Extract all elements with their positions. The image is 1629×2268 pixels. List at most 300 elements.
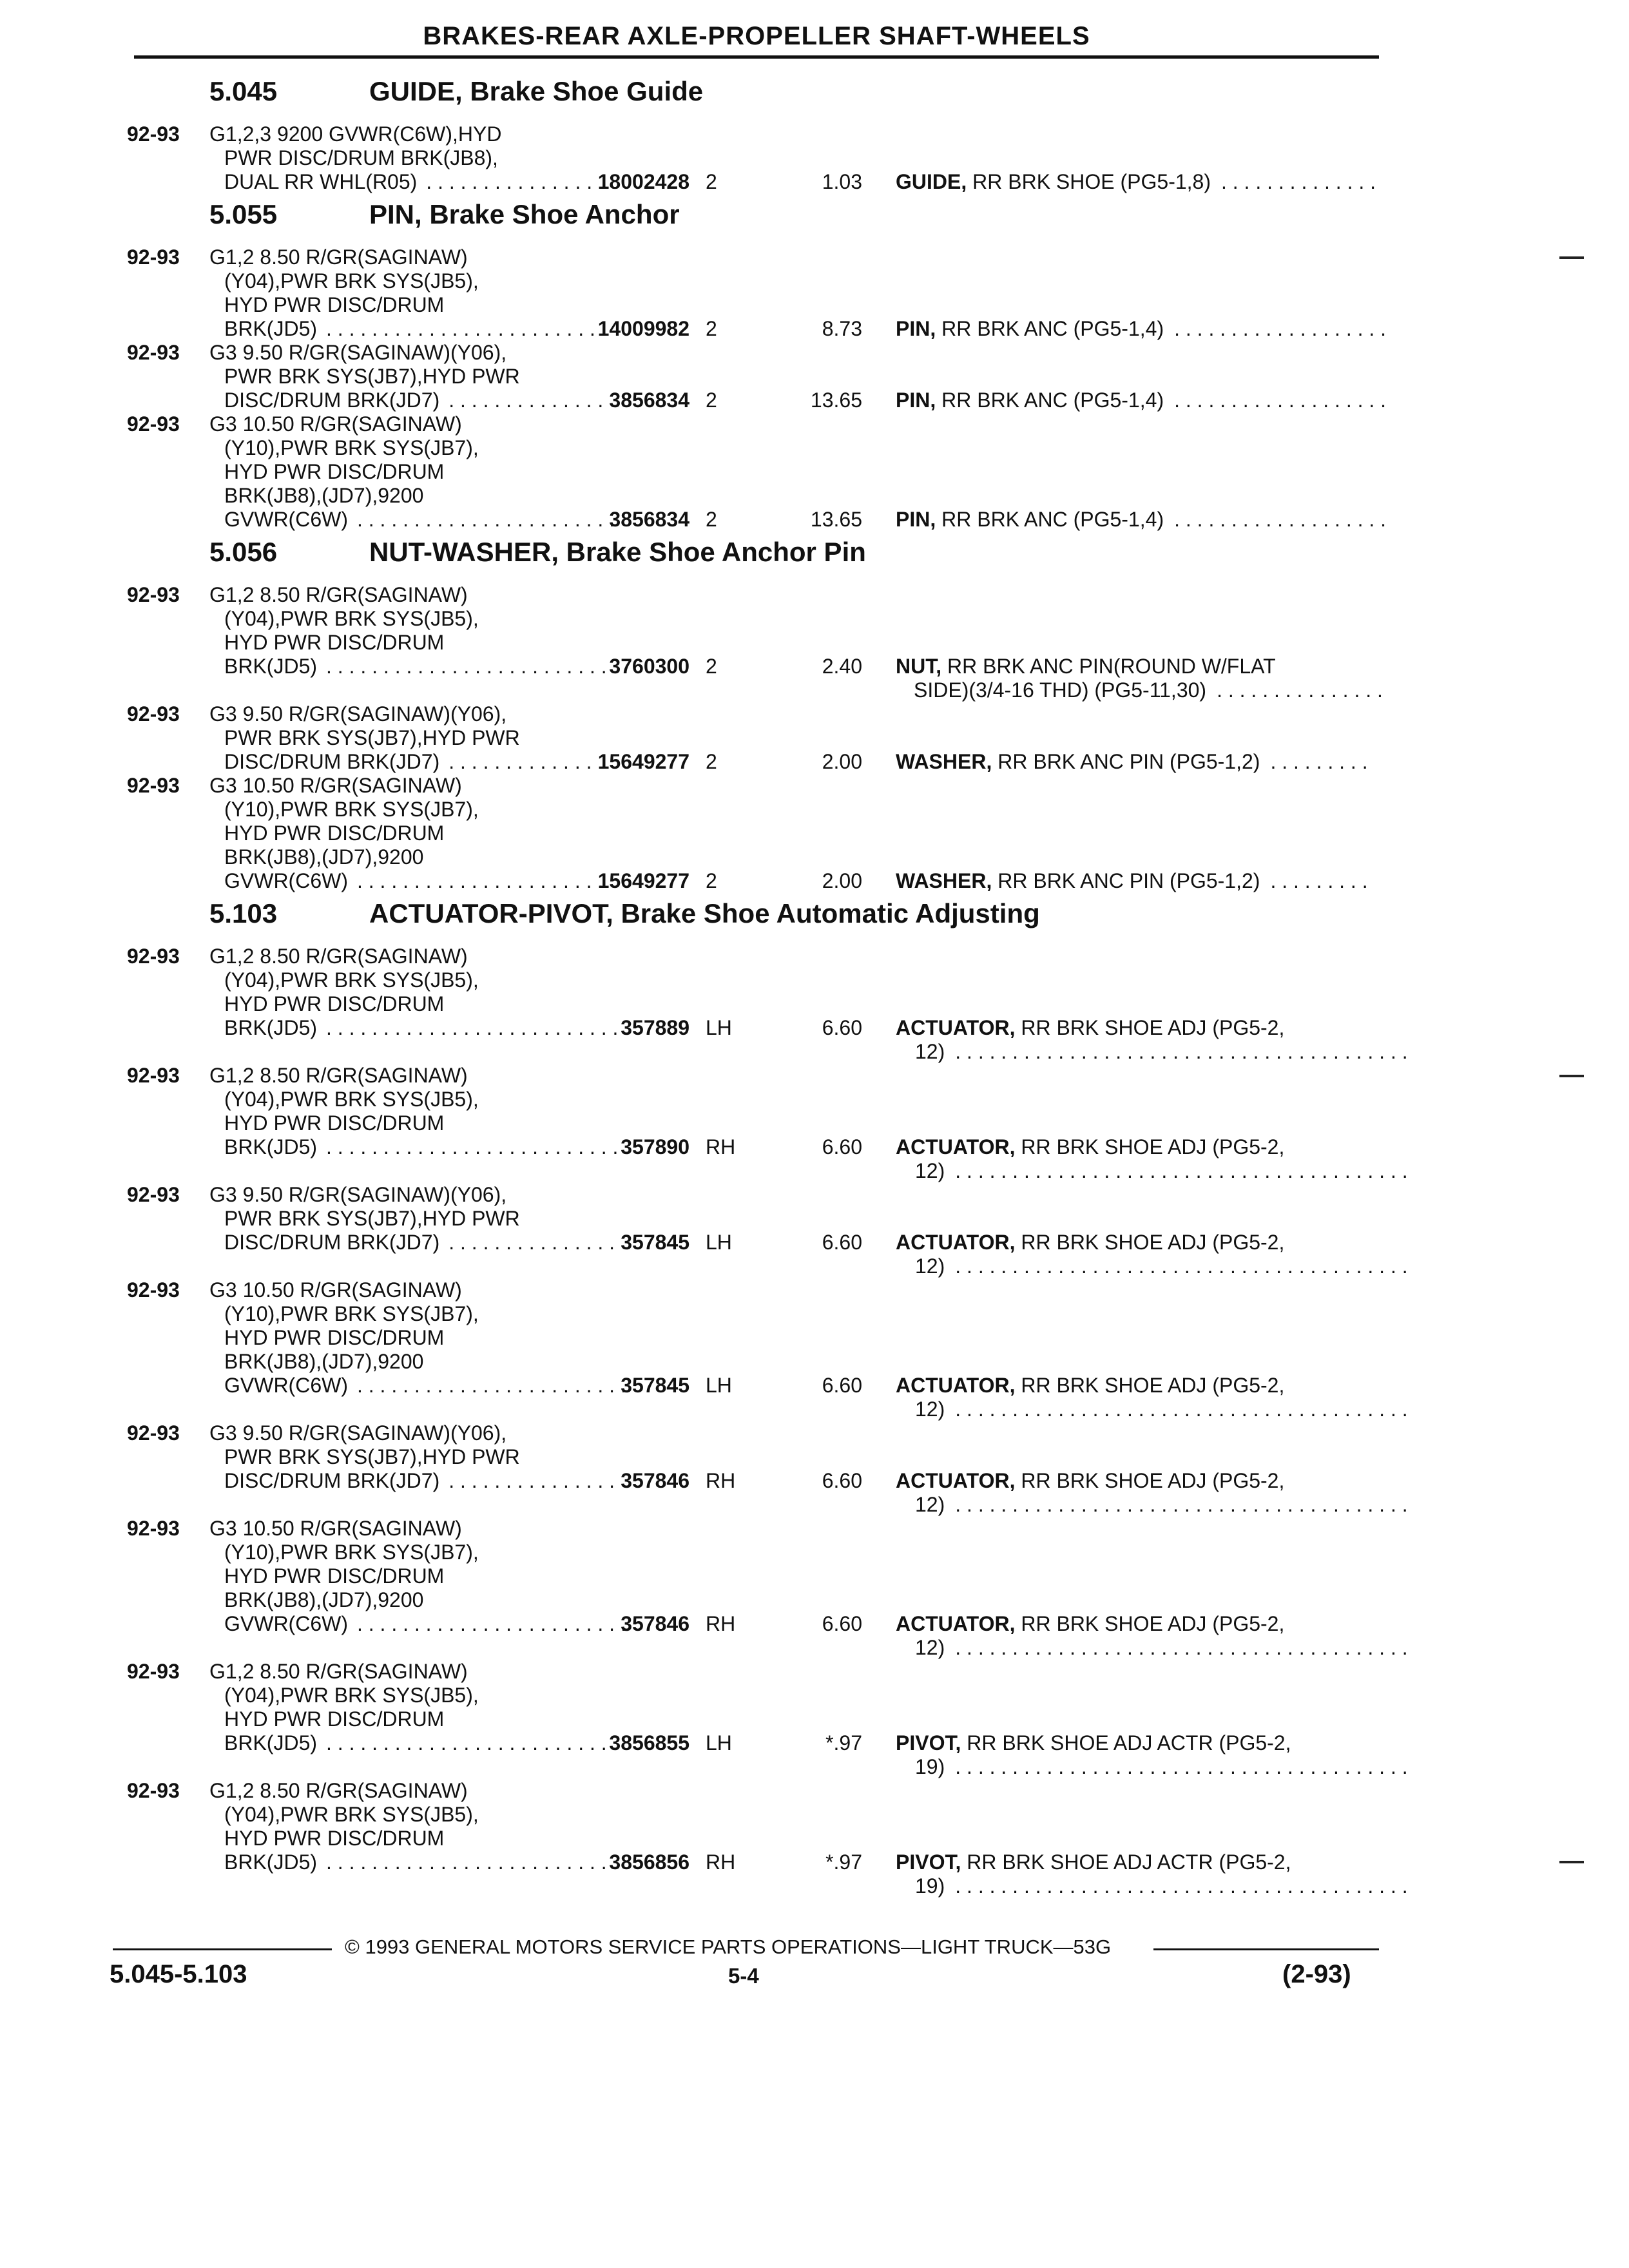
entry-line bbox=[0, 146, 1629, 170]
part-name-keyword: ACTUATOR, bbox=[896, 1469, 1016, 1492]
model-year: 92-93 bbox=[127, 702, 180, 726]
application-text: HYD PWR DISC/DRUM bbox=[224, 293, 445, 316]
entry-line bbox=[0, 655, 1629, 678]
part-name-continued: 19) bbox=[915, 1755, 945, 1778]
price: 13.65 bbox=[810, 508, 862, 531]
leader-dots: . . . . . . . . . . . . . . . . . . . . . . . . bbox=[356, 1612, 626, 1635]
entry-line bbox=[0, 1445, 1629, 1469]
catalog-entry bbox=[0, 1517, 1629, 1660]
application-text: BRK(JB8),(JD7),9200 bbox=[224, 1588, 424, 1611]
leader-dots: . . . . . . . . . . . . . . . . . . . . . . . . . . . bbox=[326, 1016, 630, 1039]
price: 6.60 bbox=[822, 1231, 862, 1254]
leader-dots: . . . . . . . . . . . . . . bbox=[448, 389, 604, 412]
application-text: (Y10),PWR BRK SYS(JB7), bbox=[224, 1541, 479, 1564]
leader-dots: . . . . . . . . . . . . . bbox=[448, 750, 592, 773]
application-text: (Y04),PWR BRK SYS(JB5), bbox=[224, 1684, 479, 1707]
leader-dots: . . . . . . . . . . . . . . . . . . . . . . . . bbox=[356, 1374, 626, 1397]
leader-dots: . . . . . . . . . . . . . . . . . . . . . . . . . . . . . . . . . . . . . . . . bbox=[955, 1254, 1408, 1278]
entry-line bbox=[0, 1541, 1629, 1564]
application-text: (Y04),PWR BRK SYS(JB5), bbox=[224, 607, 479, 630]
application-text: (Y04),PWR BRK SYS(JB5), bbox=[224, 1803, 479, 1826]
application-text: PWR BRK SYS(JB7),HYD PWR bbox=[224, 365, 520, 388]
part-name-detail: RR BRK SHOE ADJ ACTR (PG5-2, bbox=[967, 1731, 1291, 1754]
application-text: HYD PWR DISC/DRUM bbox=[224, 631, 445, 654]
application-text: HYD PWR DISC/DRUM bbox=[224, 992, 445, 1015]
part-name-detail: RR BRK ANC PIN(ROUND W/FLAT bbox=[947, 655, 1276, 678]
entry-line bbox=[0, 341, 1629, 365]
leader-dots: . . . . . . . . . . . . . . . . . . . . . . . . . . bbox=[326, 1731, 619, 1754]
entry-line bbox=[0, 1135, 1629, 1159]
entry-line bbox=[0, 1803, 1629, 1827]
model-year: 92-93 bbox=[127, 1779, 180, 1802]
entry-line bbox=[0, 317, 1629, 341]
model-year: 92-93 bbox=[127, 774, 180, 797]
application-text: GVWR(C6W) bbox=[224, 1612, 348, 1635]
part-name-keyword: GUIDE, bbox=[896, 170, 967, 193]
part-number: 357890 bbox=[621, 1135, 689, 1158]
part-name bbox=[896, 508, 1164, 532]
part-number: 14009982 bbox=[597, 317, 689, 340]
entry-line bbox=[0, 1636, 1629, 1660]
part-name-keyword: ACTUATOR, bbox=[896, 1612, 1016, 1635]
leader-dots: . . . . . . . . . . . . . . . . . . . bbox=[1174, 389, 1387, 412]
application-text: BRK(JD5) bbox=[224, 1135, 318, 1158]
entry-line bbox=[0, 798, 1629, 822]
application-text: G1,2 8.50 R/GR(SAGINAW) bbox=[209, 945, 468, 968]
part-name-detail: RR BRK SHOE ADJ (PG5-2, bbox=[1021, 1469, 1285, 1492]
part-name bbox=[896, 170, 1211, 194]
price: 1.03 bbox=[822, 170, 862, 193]
entry-line bbox=[0, 1302, 1629, 1326]
application-text: HYD PWR DISC/DRUM bbox=[224, 1827, 445, 1850]
leader-dots: . . . . . . . . . . . . . . . . . . . . . . bbox=[356, 869, 604, 892]
leader-dots: . . . . . . . . . . . . . . . . . . . . . . . . . . . . . . . . . . . . . . . . bbox=[955, 1398, 1408, 1421]
entry-line bbox=[0, 607, 1629, 631]
quantity: RH bbox=[706, 1135, 736, 1158]
entry-line bbox=[0, 750, 1629, 774]
price: 2.00 bbox=[822, 869, 862, 892]
part-number: 3856834 bbox=[609, 508, 689, 531]
quantity: RH bbox=[706, 1469, 736, 1492]
entry-line bbox=[0, 822, 1629, 845]
entry-line bbox=[0, 774, 1629, 798]
quantity: LH bbox=[706, 1231, 732, 1254]
catalog-entry bbox=[0, 412, 1629, 532]
section-heading bbox=[0, 532, 1629, 583]
entry-line bbox=[0, 1278, 1629, 1302]
quantity: 2 bbox=[706, 508, 717, 531]
header-rule bbox=[134, 55, 1379, 59]
entry-line bbox=[0, 1564, 1629, 1588]
entry-line bbox=[0, 1088, 1629, 1111]
application-text: BRK(JD5) bbox=[224, 317, 318, 340]
application-text: HYD PWR DISC/DRUM bbox=[224, 1564, 445, 1588]
entry-line bbox=[0, 1421, 1629, 1445]
leader-dots: . . . . . . . . . . . . . . . . . . . . . . . . . . . . . . . . . . . . . . . . bbox=[955, 1493, 1408, 1516]
entry-line bbox=[0, 1493, 1629, 1517]
part-name bbox=[896, 389, 1164, 412]
page-header-title: BRAKES-REAR AXLE-PROPELLER SHAFT-WHEELS bbox=[423, 22, 1090, 50]
catalog-entry bbox=[0, 774, 1629, 893]
part-name-continued: 12) bbox=[915, 1493, 945, 1516]
price: *.97 bbox=[825, 1731, 862, 1754]
leader-dots: . . . . . . . . . . . . . . . bbox=[1217, 678, 1383, 702]
entry-line bbox=[0, 1850, 1629, 1874]
application-text: GVWR(C6W) bbox=[224, 508, 348, 531]
model-year: 92-93 bbox=[127, 341, 180, 364]
application-text: BRK(JB8),(JD7),9200 bbox=[224, 1350, 424, 1373]
model-year: 92-93 bbox=[127, 1278, 180, 1302]
application-text: DISC/DRUM BRK(JD7) bbox=[224, 389, 440, 412]
application-text: PWR DISC/DRUM BRK(JB8), bbox=[224, 146, 498, 169]
section-number: 5.055 bbox=[209, 199, 278, 229]
quantity: 2 bbox=[706, 750, 717, 773]
quantity: 2 bbox=[706, 317, 717, 340]
application-text: (Y10),PWR BRK SYS(JB7), bbox=[224, 436, 479, 459]
application-text: G3 10.50 R/GR(SAGINAW) bbox=[209, 774, 462, 797]
entry-line bbox=[0, 436, 1629, 460]
part-name bbox=[896, 1135, 1284, 1159]
margin-tick bbox=[1559, 256, 1584, 259]
entry-line bbox=[0, 365, 1629, 389]
part-name-keyword: PIN, bbox=[896, 389, 936, 412]
price: 6.60 bbox=[822, 1016, 862, 1039]
leader-dots: . . . . . . . . . . . . . . . . . . . . . . . . . . . . . . . . . . . . . . . . bbox=[955, 1159, 1408, 1182]
quantity: LH bbox=[706, 1016, 732, 1039]
entry-line bbox=[0, 1469, 1629, 1493]
model-year: 92-93 bbox=[127, 412, 180, 436]
application-text: DUAL RR WHL(R05) bbox=[224, 170, 418, 193]
application-text: G1,2 8.50 R/GR(SAGINAW) bbox=[209, 1660, 468, 1683]
application-text: DISC/DRUM BRK(JD7) bbox=[224, 750, 440, 773]
catalog-entry bbox=[0, 1183, 1629, 1278]
entry-line bbox=[0, 845, 1629, 869]
part-name bbox=[896, 1850, 1291, 1874]
application-text: PWR BRK SYS(JB7),HYD PWR bbox=[224, 1207, 520, 1230]
entry-line bbox=[0, 1755, 1629, 1779]
entry-line bbox=[0, 1612, 1629, 1636]
section-heading bbox=[0, 71, 1629, 122]
price: 8.73 bbox=[822, 317, 862, 340]
entry-line bbox=[0, 1731, 1629, 1755]
entry-line bbox=[0, 484, 1629, 508]
catalog-entry bbox=[0, 583, 1629, 702]
part-name-detail: RR BRK SHOE ADJ (PG5-2, bbox=[1021, 1374, 1285, 1397]
quantity: 2 bbox=[706, 170, 717, 193]
part-number: 18002428 bbox=[597, 170, 689, 193]
price: 6.60 bbox=[822, 1374, 862, 1397]
part-name bbox=[896, 1016, 1284, 1040]
model-year: 92-93 bbox=[127, 122, 180, 146]
application-text: (Y04),PWR BRK SYS(JB5), bbox=[224, 1088, 479, 1111]
entry-line bbox=[0, 1111, 1629, 1135]
part-name-keyword: PIVOT, bbox=[896, 1850, 961, 1874]
application-text: G3 9.50 R/GR(SAGINAW)(Y06), bbox=[209, 1183, 507, 1206]
model-year: 92-93 bbox=[127, 1064, 180, 1087]
quantity: LH bbox=[706, 1374, 732, 1397]
entry-line bbox=[0, 1040, 1629, 1064]
part-name bbox=[896, 1231, 1284, 1254]
entry-line bbox=[0, 869, 1629, 893]
part-number: 3760300 bbox=[609, 655, 689, 678]
entry-line bbox=[0, 1588, 1629, 1612]
part-number: 3856856 bbox=[609, 1850, 689, 1874]
part-name-continued: 12) bbox=[915, 1636, 945, 1659]
section-heading bbox=[0, 194, 1629, 245]
part-name-keyword: WASHER, bbox=[896, 869, 992, 892]
part-name-continued: 12) bbox=[915, 1398, 945, 1421]
entry-line bbox=[0, 170, 1629, 194]
section-title: PIN, Brake Shoe Anchor bbox=[369, 199, 680, 229]
application-text: HYD PWR DISC/DRUM bbox=[224, 1111, 445, 1135]
part-name-detail: RR BRK ANC PIN (PG5-1,2) bbox=[998, 869, 1260, 892]
entry-line bbox=[0, 945, 1629, 968]
application-text: (Y10),PWR BRK SYS(JB7), bbox=[224, 1302, 479, 1325]
section-number: 5.056 bbox=[209, 537, 278, 567]
part-name bbox=[896, 1374, 1284, 1398]
application-text: G3 10.50 R/GR(SAGINAW) bbox=[209, 1517, 462, 1540]
entry-line bbox=[0, 1183, 1629, 1207]
quantity: RH bbox=[706, 1612, 736, 1635]
part-name-continued: 12) bbox=[915, 1159, 945, 1182]
application-text: BRK(JB8),(JD7),9200 bbox=[224, 845, 424, 869]
application-text: G3 10.50 R/GR(SAGINAW) bbox=[209, 412, 462, 436]
part-name-keyword: PIN, bbox=[896, 317, 936, 340]
part-name-detail: RR BRK SHOE ADJ (PG5-2, bbox=[1021, 1612, 1285, 1635]
part-name-detail: RR BRK ANC (PG5-1,4) bbox=[941, 317, 1164, 340]
part-name-keyword: ACTUATOR, bbox=[896, 1135, 1016, 1158]
part-name bbox=[896, 317, 1164, 341]
part-number: 357846 bbox=[621, 1469, 689, 1492]
application-text: BRK(JD5) bbox=[224, 655, 318, 678]
part-name-keyword: ACTUATOR, bbox=[896, 1374, 1016, 1397]
margin-tick bbox=[1559, 1075, 1584, 1077]
application-text: PWR BRK SYS(JB7),HYD PWR bbox=[224, 1445, 520, 1468]
part-name-detail: RR BRK SHOE ADJ ACTR (PG5-2, bbox=[967, 1850, 1291, 1874]
catalog-entry bbox=[0, 945, 1629, 1064]
entry-line bbox=[0, 1517, 1629, 1541]
entry-line bbox=[0, 1254, 1629, 1278]
catalog-entry bbox=[0, 245, 1629, 341]
catalog-entry bbox=[0, 1278, 1629, 1421]
part-name-detail: RR BRK SHOE (PG5-1,8) bbox=[972, 170, 1211, 193]
part-name-keyword: PIVOT, bbox=[896, 1731, 961, 1754]
catalog-entry bbox=[0, 1779, 1629, 1898]
entry-line bbox=[0, 992, 1629, 1016]
application-text: (Y10),PWR BRK SYS(JB7), bbox=[224, 798, 479, 821]
application-text: GVWR(C6W) bbox=[224, 869, 348, 892]
leader-dots: . . . . . . . . . . . . . . . bbox=[448, 1231, 615, 1254]
price: 2.40 bbox=[822, 655, 862, 678]
leader-dots: . . . . . . . . . . . . . . . . . . . . . . . bbox=[356, 508, 615, 531]
model-year: 92-93 bbox=[127, 583, 180, 606]
entry-line bbox=[0, 1159, 1629, 1183]
entry-line bbox=[0, 702, 1629, 726]
footer-copyright: © 1993 GENERAL MOTORS SERVICE PARTS OPERATIONS—LIGHT TRUCK—53G bbox=[345, 1936, 1112, 1958]
entry-line bbox=[0, 1064, 1629, 1088]
section-title: GUIDE, Brake Shoe Guide bbox=[369, 76, 704, 106]
part-name bbox=[896, 750, 1260, 774]
part-number: 357889 bbox=[621, 1016, 689, 1039]
application-text: G3 9.50 R/GR(SAGINAW)(Y06), bbox=[209, 1421, 507, 1445]
quantity: 2 bbox=[706, 389, 717, 412]
leader-dots: . . . . . . . . . . . . . . . . . . . . . . . . . . . . . . . . . . . . . . . . bbox=[955, 1755, 1408, 1778]
quantity: RH bbox=[706, 1850, 736, 1874]
application-text: (Y04),PWR BRK SYS(JB5), bbox=[224, 968, 479, 992]
entry-line bbox=[0, 583, 1629, 607]
application-text: HYD PWR DISC/DRUM bbox=[224, 1326, 445, 1349]
part-number: 15649277 bbox=[597, 750, 689, 773]
section-number: 5.045 bbox=[209, 76, 278, 106]
entry-line bbox=[0, 1660, 1629, 1684]
application-text: G3 9.50 R/GR(SAGINAW)(Y06), bbox=[209, 341, 507, 364]
application-text: HYD PWR DISC/DRUM bbox=[224, 1707, 445, 1731]
leader-dots: . . . . . . . . . . . . . . . bbox=[426, 170, 593, 193]
part-number: 357845 bbox=[621, 1231, 689, 1254]
entry-line bbox=[0, 1779, 1629, 1803]
entry-line bbox=[0, 508, 1629, 532]
entry-line bbox=[0, 1016, 1629, 1040]
catalog-entry bbox=[0, 1660, 1629, 1779]
footer-page-number: 5-4 bbox=[728, 1964, 759, 1988]
model-year: 92-93 bbox=[127, 1421, 180, 1445]
leader-dots: . . . . . . . . . . . . . . . . . . . bbox=[1174, 317, 1387, 340]
part-number: 357845 bbox=[621, 1374, 689, 1397]
part-name bbox=[896, 1731, 1291, 1755]
entry-line bbox=[0, 1707, 1629, 1731]
leader-dots: . . . . . . . . . . . . . . . . . . . . . . . . . . . . . . . . . . . . . . . . bbox=[955, 1636, 1408, 1659]
application-text: G1,2 8.50 R/GR(SAGINAW) bbox=[209, 1064, 468, 1087]
quantity: 2 bbox=[706, 869, 717, 892]
application-text: G1,2 8.50 R/GR(SAGINAW) bbox=[209, 1779, 468, 1802]
application-text: DISC/DRUM BRK(JD7) bbox=[224, 1469, 440, 1492]
leader-dots: . . . . . . . . . . . . . . . bbox=[448, 1469, 615, 1492]
part-name bbox=[896, 655, 1276, 678]
entry-line bbox=[0, 293, 1629, 317]
part-name-continued: 12) bbox=[915, 1254, 945, 1278]
section-title: ACTUATOR-PIVOT, Brake Shoe Automatic Adjusting bbox=[369, 898, 1040, 928]
part-name-detail: RR BRK SHOE ADJ (PG5-2, bbox=[1021, 1016, 1285, 1039]
entry-line bbox=[0, 631, 1629, 655]
section-number: 5.103 bbox=[209, 898, 278, 928]
price: *.97 bbox=[825, 1850, 862, 1874]
application-text: BRK(JD5) bbox=[224, 1850, 318, 1874]
entry-line bbox=[0, 726, 1629, 750]
entry-line bbox=[0, 389, 1629, 412]
leader-dots: . . . . . . . . . . . . . . . . . . . . . . . . . . . . . . . . . . . . . . . . bbox=[955, 1040, 1408, 1063]
application-text: (Y04),PWR BRK SYS(JB5), bbox=[224, 269, 479, 293]
part-name bbox=[896, 869, 1260, 893]
entry-line bbox=[0, 412, 1629, 436]
quantity: 2 bbox=[706, 655, 717, 678]
margin-tick bbox=[1559, 1861, 1584, 1863]
part-name-continued: 12) bbox=[915, 1040, 945, 1063]
price: 2.00 bbox=[822, 750, 862, 773]
application-text: BRK(JD5) bbox=[224, 1731, 318, 1754]
entry-line bbox=[0, 1827, 1629, 1850]
application-text: G1,2,3 9200 GVWR(C6W),HYD bbox=[209, 122, 502, 146]
application-text: BRK(JD5) bbox=[224, 1016, 318, 1039]
footer-date: (2-93) bbox=[1282, 1960, 1351, 1988]
application-text: G1,2 8.50 R/GR(SAGINAW) bbox=[209, 245, 468, 269]
application-text: GVWR(C6W) bbox=[224, 1374, 348, 1397]
entry-line bbox=[0, 1231, 1629, 1254]
application-text: HYD PWR DISC/DRUM bbox=[224, 822, 445, 845]
entry-line bbox=[0, 678, 1629, 702]
entry-line bbox=[0, 1207, 1629, 1231]
entry-line bbox=[0, 269, 1629, 293]
application-text: G1,2 8.50 R/GR(SAGINAW) bbox=[209, 583, 468, 606]
leader-dots: . . . . . . . . . . . . . . . . . . . . . . . . . bbox=[326, 317, 607, 340]
application-text: BRK(JB8),(JD7),9200 bbox=[224, 484, 424, 507]
part-name-keyword: NUT, bbox=[896, 655, 942, 678]
footer-rule-right bbox=[1153, 1948, 1379, 1950]
part-number: 15649277 bbox=[597, 869, 689, 892]
footer-rule-left bbox=[113, 1948, 332, 1950]
catalog-content bbox=[0, 71, 1629, 1898]
leader-dots: . . . . . . . . . bbox=[1270, 750, 1368, 773]
entry-line bbox=[0, 1874, 1629, 1898]
part-name-continued: 19) bbox=[915, 1874, 945, 1898]
price: 13.65 bbox=[810, 389, 862, 412]
entry-line bbox=[0, 1684, 1629, 1707]
application-text: PWR BRK SYS(JB7),HYD PWR bbox=[224, 726, 520, 749]
entry-line bbox=[0, 1398, 1629, 1421]
part-name-detail: RR BRK ANC (PG5-1,4) bbox=[941, 389, 1164, 412]
catalog-entry bbox=[0, 702, 1629, 774]
part-name-detail: RR BRK ANC (PG5-1,4) bbox=[941, 508, 1164, 531]
part-name-detail: RR BRK SHOE ADJ (PG5-2, bbox=[1021, 1135, 1285, 1158]
application-text: G3 9.50 R/GR(SAGINAW)(Y06), bbox=[209, 702, 507, 726]
leader-dots: . . . . . . . . . bbox=[1270, 869, 1368, 892]
model-year: 92-93 bbox=[127, 1183, 180, 1206]
part-name-keyword: PIN, bbox=[896, 508, 936, 531]
entry-line bbox=[0, 460, 1629, 484]
model-year: 92-93 bbox=[127, 945, 180, 968]
price: 6.60 bbox=[822, 1135, 862, 1158]
price: 6.60 bbox=[822, 1612, 862, 1635]
catalog-entry bbox=[0, 1064, 1629, 1183]
catalog-entry bbox=[0, 122, 1629, 194]
leader-dots: . . . . . . . . . . . . . . . . . . . . . . . . . . . bbox=[326, 1135, 630, 1158]
part-name-keyword: ACTUATOR, bbox=[896, 1016, 1016, 1039]
leader-dots: . . . . . . . . . . . . . . . . . . . . . . . . . . bbox=[326, 655, 619, 678]
model-year: 92-93 bbox=[127, 1660, 180, 1683]
application-text: HYD PWR DISC/DRUM bbox=[224, 460, 445, 483]
catalog-entry bbox=[0, 1421, 1629, 1517]
part-name bbox=[896, 1612, 1284, 1636]
section-heading bbox=[0, 893, 1629, 945]
part-name-keyword: ACTUATOR, bbox=[896, 1231, 1016, 1254]
entry-line bbox=[0, 1374, 1629, 1398]
part-number: 3856834 bbox=[609, 389, 689, 412]
leader-dots: . . . . . . . . . . . . . . . . . . . . . . . . . . . . . . . . . . . . . . . . bbox=[955, 1874, 1408, 1898]
quantity: LH bbox=[706, 1731, 732, 1754]
part-name-detail: RR BRK ANC PIN (PG5-1,2) bbox=[998, 750, 1260, 773]
footer-section-range: 5.045-5.103 bbox=[110, 1960, 247, 1988]
entry-line bbox=[0, 245, 1629, 269]
part-name-keyword: WASHER, bbox=[896, 750, 992, 773]
part-number: 357846 bbox=[621, 1612, 689, 1635]
entry-line bbox=[0, 1326, 1629, 1350]
application-text: G3 10.50 R/GR(SAGINAW) bbox=[209, 1278, 462, 1302]
part-number: 3856855 bbox=[609, 1731, 689, 1754]
leader-dots: . . . . . . . . . . . . . . bbox=[1220, 170, 1376, 193]
entry-line bbox=[0, 968, 1629, 992]
part-name-continued: SIDE)(3/4-16 THD) (PG5-11,30) bbox=[914, 678, 1207, 702]
catalog-entry bbox=[0, 341, 1629, 412]
section-title: NUT-WASHER, Brake Shoe Anchor Pin bbox=[369, 537, 866, 567]
